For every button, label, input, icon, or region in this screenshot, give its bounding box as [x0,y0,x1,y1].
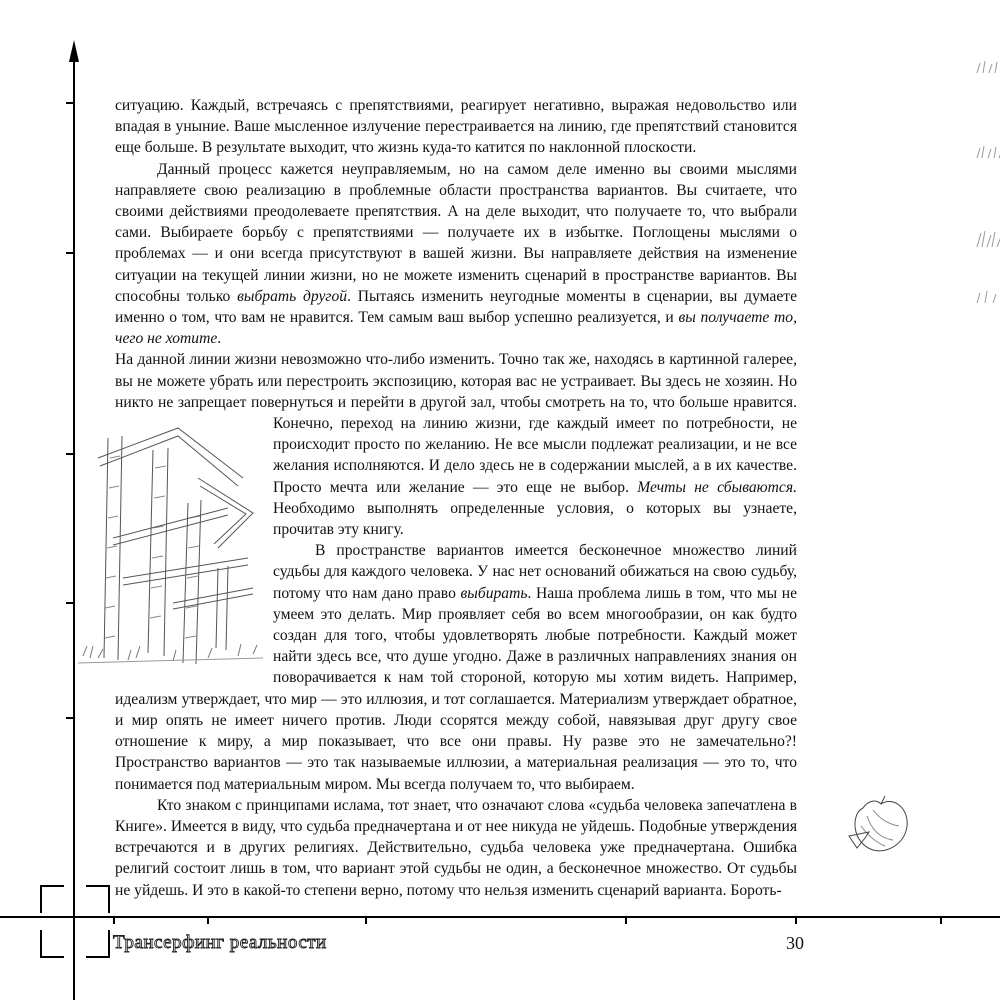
illustration-space [115,413,273,675]
grass-sketch-icon [975,285,1000,305]
paragraph: Данный процесс кажется неуправляемым, но на самом деле именно вы своими мыслями направляете свою реализацию в проблемные области пространства вариантов. Вы считаете, что своими действиями преодолеваете препятствия. А на деле выходит, что получаете то, что выбрали сами. Выбираете борьбу с препятствиями — получаете их в избытке. Поглощены мыслями о проблемах — и они всегда присутствуют в вашей жизни. Вы направляете действия на изменение ситуации на текущей линии жизни, но не можете изменить сценарий в пространстве вариантов. Вы способны только выбрать другой. Пытаясь изменить неугодные моменты в сценарии, вы думаете именно о том, что вам не нравится. Тем самым ваш выбор успешно реализуется, и вы получаете то, чего не хотите. [115,160,797,348]
crop-mark [40,885,64,913]
paragraph: ситуацию. Каждый, встречаясь с препятствиями, реагирует негативно, выражая недовольство или впадая в уныние. Ваше мысленное излучение перестраивается на линию, где препятствий становится еще больше. В результате выходит, что жизнь куда-то катится по наклонной плоскости. [115,97,797,157]
apple-sketch-icon [843,788,913,858]
footer-tick [795,916,797,924]
margin-tick [66,602,74,604]
paragraph: Кто знаком с принципами ислама, тот знает, что означают слова «судьба человека запечатлена в Книге». Имеется в виду, что судьба предначертана и от нее никуда не уйдешь. Подобные утверждения встречаются и в других религиях. Действительно, судьба человека уже предначертана. Ошибка религий состоит лишь в том, что вариант этой судьбы не один, а бесконечное множество. От судьбы не уйдешь. И это в какой-то степени верно, потому что нельзя изменить сценарий варианта. Бороть- [115,796,797,899]
grass-sketch-icon [975,140,1000,160]
footer-tick [207,916,209,924]
margin-tick [66,102,74,104]
body-text [115,95,797,901]
crop-mark [40,930,64,958]
crop-mark [86,930,110,958]
page-number: 30 [786,933,804,953]
footer-tick [365,916,367,924]
footer-tick [113,916,115,924]
left-margin-line [73,60,75,1000]
grass-sketch-icon [975,225,1000,249]
footer-tick [625,916,627,924]
margin-tick [66,453,74,455]
book-title: Трансерфинг реальности [113,932,327,953]
margin-tick [66,717,74,719]
margin-tick [66,252,74,254]
grass-sketch-icon [975,55,1000,75]
paragraph: На данной линии жизни невозможно что-либо изменить. Точно так же, находясь в картинной галерее, вы не можете убрать или перестроить экспозицию, которая вас не устраивает. Вы здесь не хозяин. Но никто не запрещает повернуться и перейти в другой зал, чтобы смотреть на то, что больше нравится. Конечно, переход на линию жизни, где каждый имеет по потребности, не происходит просто по желанию. Не все мысли подлежат реализации, и не все желания исполняются. И дело здесь не в содержании мыслей, а в их качестве. Просто мечта или желание — это еще не выбор. Мечты не сбываются. Необходимо выполнять определенные условия, о которых вы узнаете, прочитав эту книгу. [115,349,797,540]
footer-rule [0,916,1000,918]
footer-tick [940,916,942,924]
paragraph: В пространстве вариантов имеется бесконечное множество линий судьбы для каждого человека. У нас нет оснований обижаться на свою судьбу, потому что нам дано право выбирать. Наша проблема лишь в том, что мы не умеем это делать. Мир проявляет себя во всем многообразии, он как будто создан для того, чтобы удовлетворять любые потребности. Каждый может найти здесь все, что душе угодно. Даже в различных направлениях знания он поворачивается к нам той стороной, которую мы хотим видеть. Например, идеализм утверждает, что мир — это иллюзия, и тот соглашается. Материализм утверждает обратное, и мир опять не имеет ничего против. Люди ссорятся между собой, навязывая друг другу свое отношение к миру, а мир показывает, что все они правы. Ну разве это не замечательно?! Пространство вариантов — это так называемые иллюзии, а материальная реализация — это то, что понимается под материальным миром. Мы всегда получаем то, что выбираем. [115,542,797,793]
crop-mark [86,885,110,913]
